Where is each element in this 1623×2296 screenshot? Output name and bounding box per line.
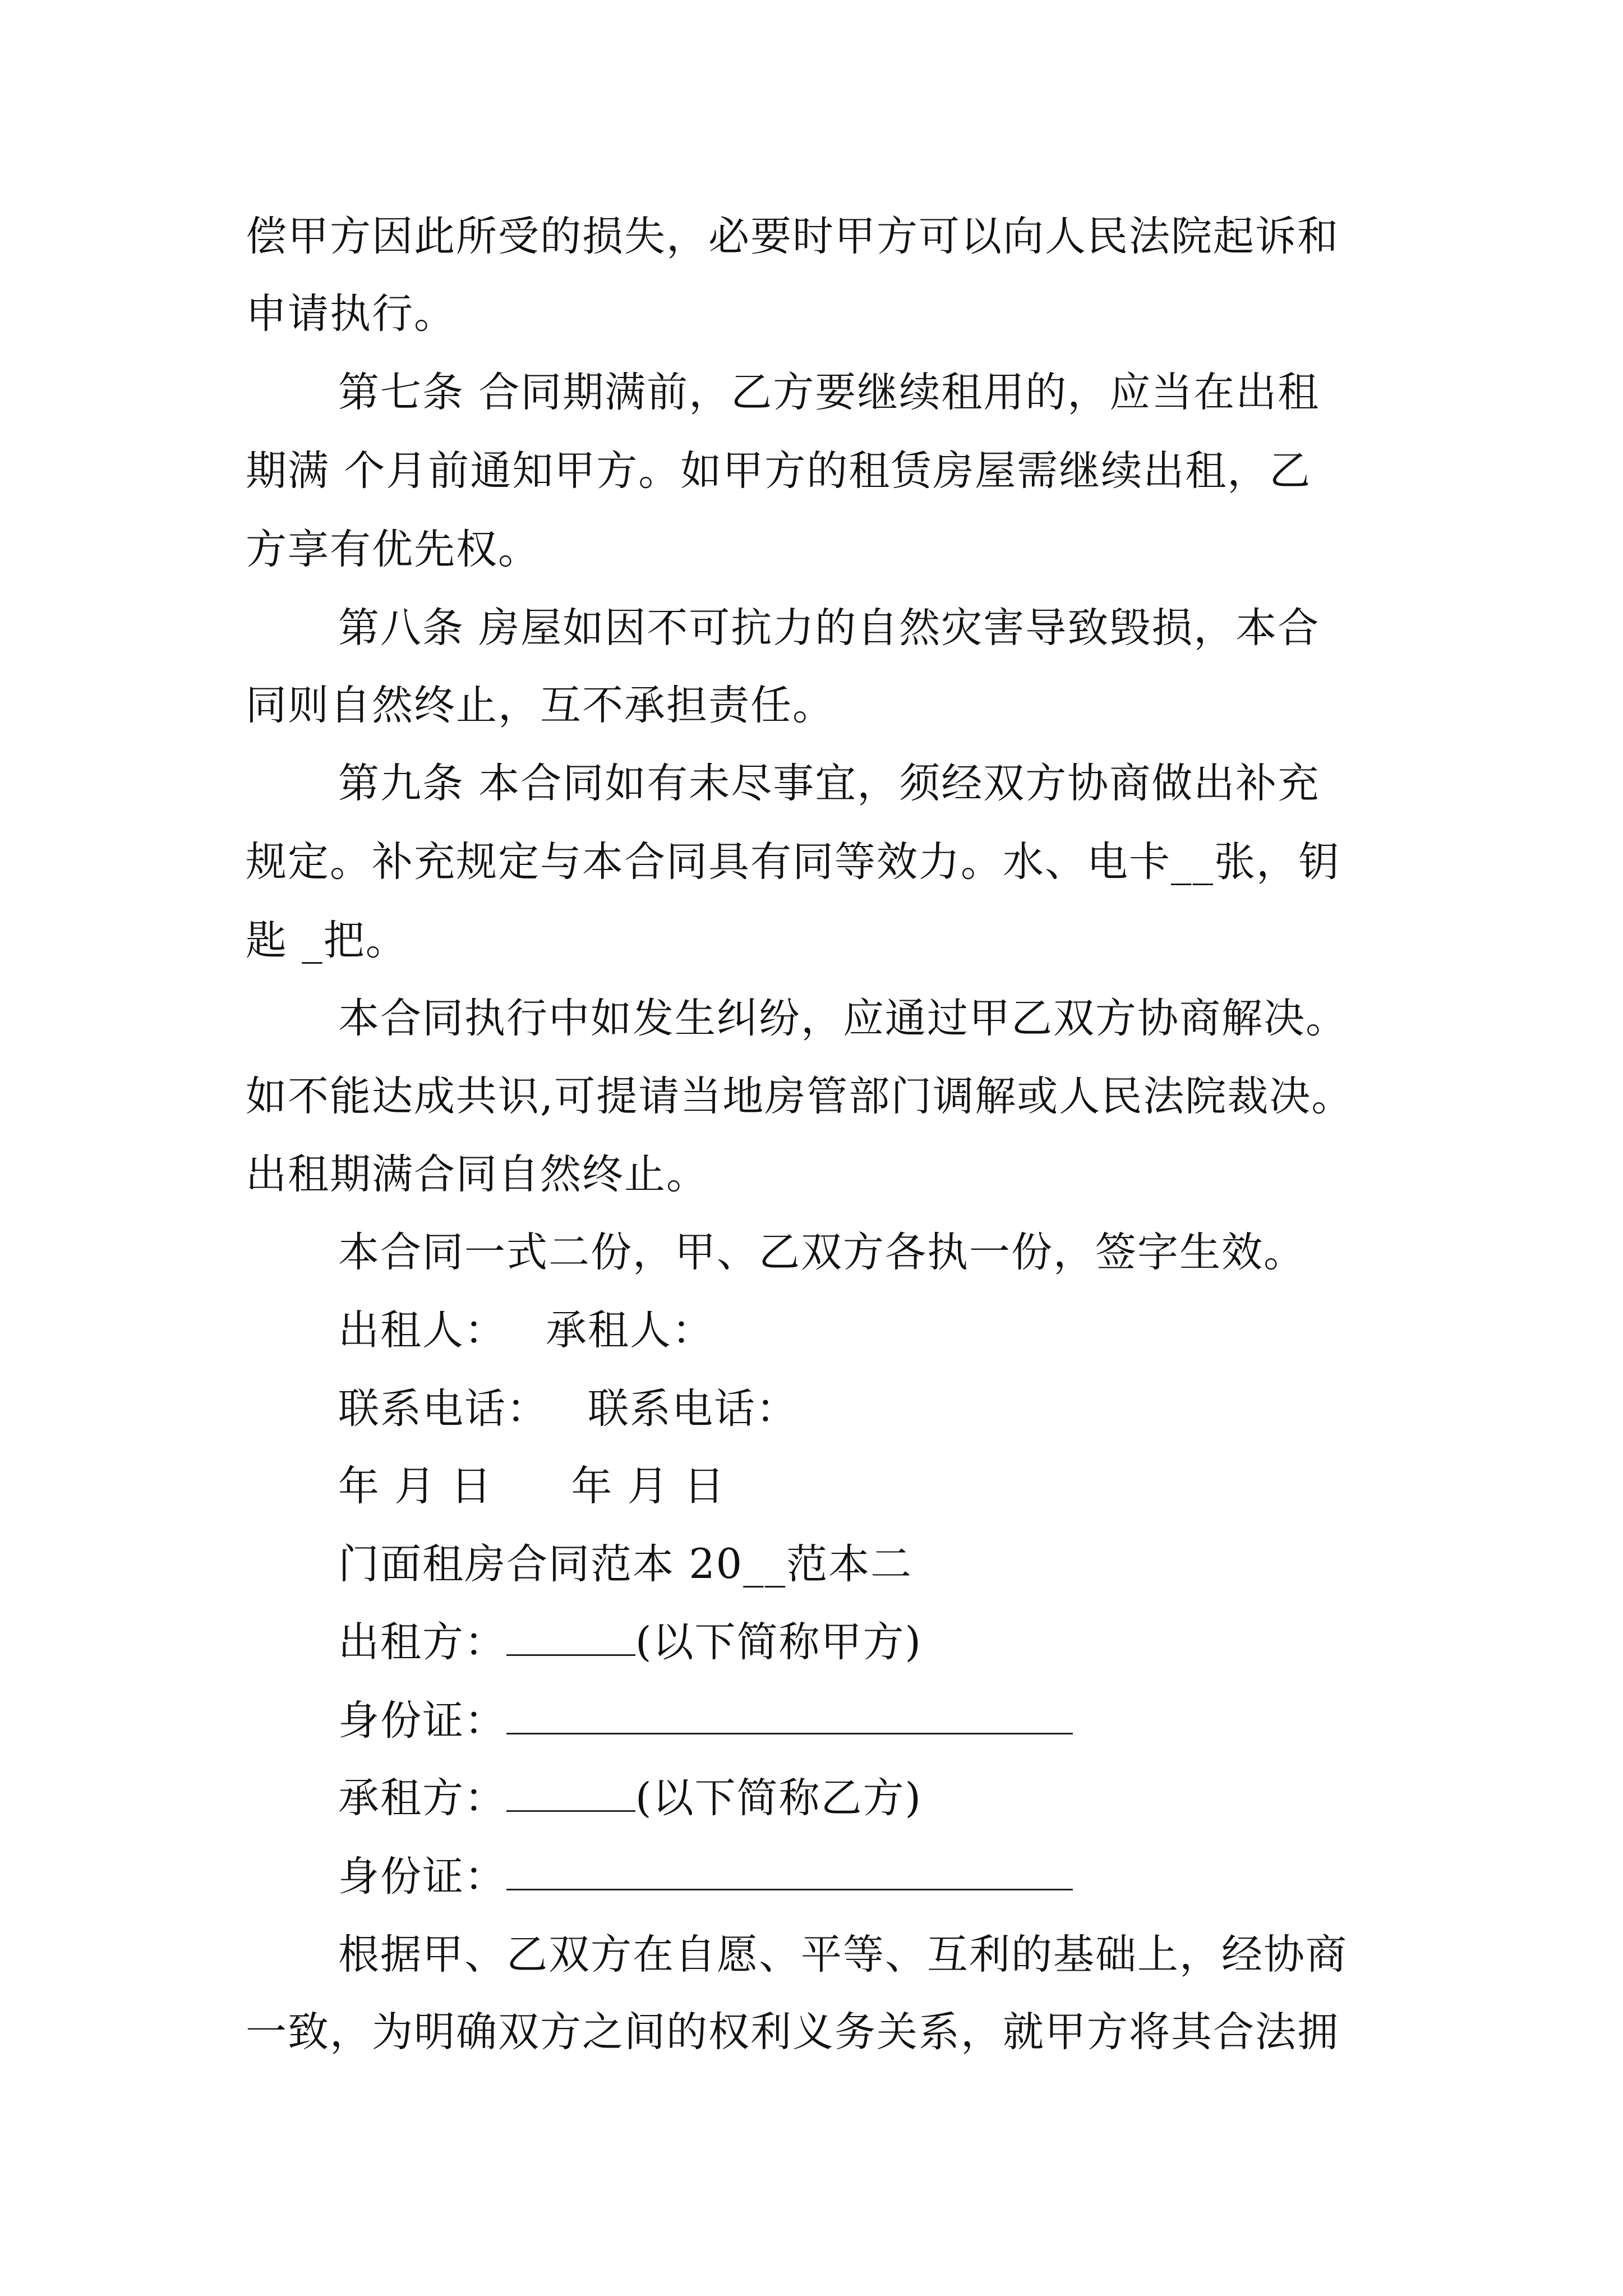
lessee-name-blank bbox=[506, 1775, 635, 1812]
article-nine: 第九条 本合同如有未尽事宜，须经双方协商做出补充 bbox=[338, 760, 1320, 807]
lessor-field-label: 出租方： bbox=[338, 1618, 506, 1666]
lessor-id-row bbox=[338, 1693, 1073, 1749]
copies-clause: 本合同一式二份，甲、乙双方各执一份，签字生效。 bbox=[338, 1228, 1306, 1276]
lessor-id-blank bbox=[506, 1698, 1073, 1734]
signature-row-phone bbox=[338, 1381, 798, 1437]
lessor-name-blank bbox=[506, 1619, 635, 1656]
text-line: 规定。补充规定与本合同具有同等效力。水、电卡__张，钥 bbox=[246, 838, 1340, 886]
lessee-suffix: (以下简称乙方) bbox=[635, 1774, 922, 1822]
text-line: 方享有优先权。 bbox=[246, 526, 540, 573]
lessee-label: 承租人： bbox=[546, 1306, 714, 1354]
text-line: 同则自然终止，互不承担责任。 bbox=[246, 682, 834, 729]
lessee-id-label: 身份证： bbox=[338, 1853, 506, 1901]
text-line: 如不能达成共识,可提请当地房管部门调解或人民法院裁决。 bbox=[246, 1073, 1354, 1120]
lessee-row bbox=[338, 1770, 922, 1826]
text-line: 申请执行。 bbox=[246, 290, 456, 338]
text-line: 出租期满合同自然终止。 bbox=[246, 1151, 708, 1198]
lessor-suffix: (以下简称甲方) bbox=[635, 1618, 922, 1666]
template-two-title: 门面租房合同范本 20__范本二 bbox=[338, 1540, 913, 1588]
text-line: 匙 _把。 bbox=[246, 917, 408, 964]
article-seven: 第七条 合同期满前，乙方要继续租用的，应当在出租 bbox=[338, 369, 1320, 416]
text-line: 期满 个月前通知甲方。如甲方的租赁房屋需继续出租，乙 bbox=[246, 447, 1312, 495]
lessor-phone-label: 联系电话： bbox=[338, 1385, 548, 1433]
dispute-clause: 本合同执行中如发生纠纷，应通过甲乙双方协商解决。 bbox=[338, 995, 1348, 1042]
lessor-date: 年 月 日 bbox=[338, 1462, 493, 1510]
preamble-line: 根据甲、乙双方在自愿、平等、互利的基础上，经协商 bbox=[338, 1931, 1348, 1978]
lessor-row bbox=[338, 1614, 922, 1671]
lessee-date: 年 月 日 bbox=[571, 1462, 726, 1510]
article-eight: 第八条 房屋如因不可抗力的自然灾害导致毁损，本合 bbox=[338, 604, 1320, 652]
lessee-id-row bbox=[338, 1849, 1073, 1905]
lessee-id-blank bbox=[506, 1854, 1073, 1890]
lessor-label: 出租人： bbox=[338, 1306, 506, 1354]
text-line: 偿甲方因此所受的损失，必要时甲方可以向人民法院起诉和 bbox=[246, 213, 1339, 260]
lessor-id-label: 身份证： bbox=[338, 1697, 506, 1745]
signature-row-date bbox=[338, 1458, 726, 1515]
lessee-field-label: 承租方： bbox=[338, 1774, 506, 1822]
preamble-line: 一致，为明确双方之间的权利义务关系，就甲方将其合法拥 bbox=[246, 2008, 1339, 2056]
lessee-phone-label: 联系电话： bbox=[588, 1385, 798, 1433]
signature-row-parties bbox=[338, 1303, 714, 1359]
